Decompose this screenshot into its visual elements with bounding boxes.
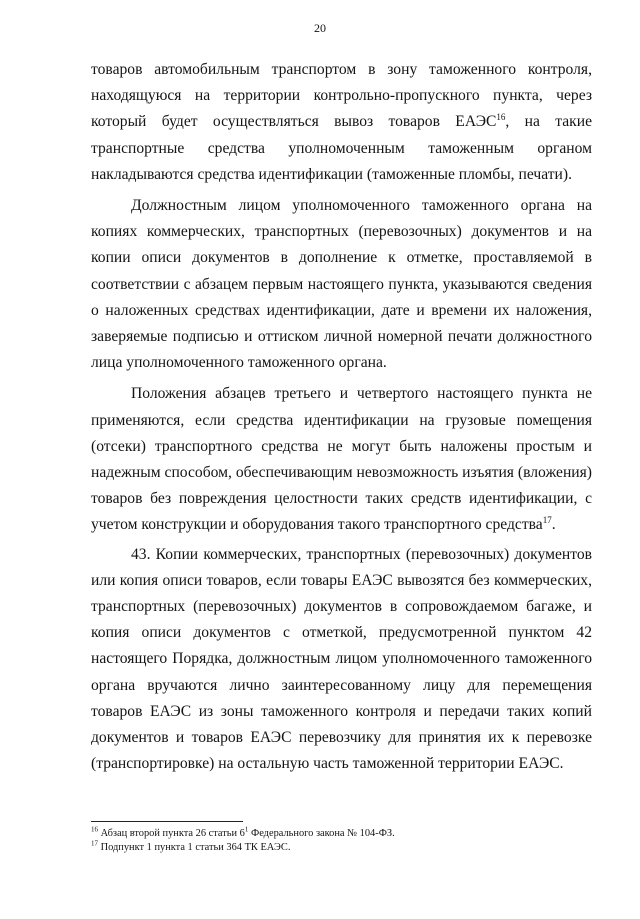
text-span: товаров автомобильным транспортом в зону таможенного контроля, находящуюся на территории контрольно-пропускного пункта, через который будет осуществляться вывоз товаров ЕАЭС (91, 61, 592, 131)
text-span: 43. Копии коммерческих, транспортных (перевозочных) документов или копия описи товаров, если товары ЕАЭС вывозятся без коммерческих, транспортных (перевозочных) документов в сопровождаемом багаже, и копия описи документов с отметкой, предусмотренной пунктом 42 настоящего Порядка, должностным лицом уполномоченного таможенного органа вручаются лично заинтересованному лицу для перемещения товаров ЕАЭС из зоны таможенного контроля и передачи таких копий документов и товаров ЕАЭС перевозчику для принятия их к перевозке (транспортировке) на остальную часть таможенной территории ЕАЭС. (91, 545, 592, 773)
footnote-divider (91, 821, 243, 822)
paragraph (91, 193, 592, 376)
footnote-ref-17[interactable]: 17 (542, 515, 552, 526)
footnote-ref-16[interactable]: 16 (496, 112, 506, 123)
footnote-mark: 17 (91, 839, 98, 848)
paragraph-section-43 (91, 542, 592, 778)
footnote-16 (91, 827, 591, 841)
footnote-text: Федерального закона № 104-ФЗ. (248, 828, 395, 839)
text-span: . (551, 516, 556, 534)
text-span: Положения абзацев третьего и четвертого настоящего пункта не применяются, если средства идентификации на грузовые помещения (отсеки) транспортного средства не могут быть наложены простым и надежным способом, обеспечивающим невозможность изъятия (вложения) товаров без повреждения целостности таких средств идентификации, с учетом конструкции и оборудования такого транспортного средства (91, 385, 592, 534)
footnote-17 (91, 841, 591, 855)
page-number: 20 (314, 21, 326, 35)
footnote-text: Абзац второй пункта 26 статьи 6 (98, 828, 245, 839)
footnote-article-superscript: 1 (244, 825, 249, 834)
body-text (91, 57, 592, 777)
text-span: Должностным лицом уполномоченного таможенного органа на копиях коммерческих, транспортных (перевозочных) документов и на копии описи документов в дополнение к отметке, проставляемой в соответствии с абзацем первым настоящего пункта, указываются сведения о наложенных средствах идентификации, дате и времени их наложения, заверяемые подписью и оттиском личной номерной печати должностного лица уполномоченного таможенного органа. (91, 197, 592, 372)
paragraph (91, 381, 592, 538)
footnotes (91, 827, 591, 855)
footnote-text: Подпункт 1 пункта 1 статьи 364 ТК ЕАЭС. (98, 842, 291, 853)
footnote-mark: 16 (91, 825, 98, 834)
paragraph-continuation (91, 57, 592, 188)
text-span: , на такие транспортные средства уполномоченным таможенным органом накладываются средства идентификации (таможенные пломбы, печати). (91, 113, 593, 183)
